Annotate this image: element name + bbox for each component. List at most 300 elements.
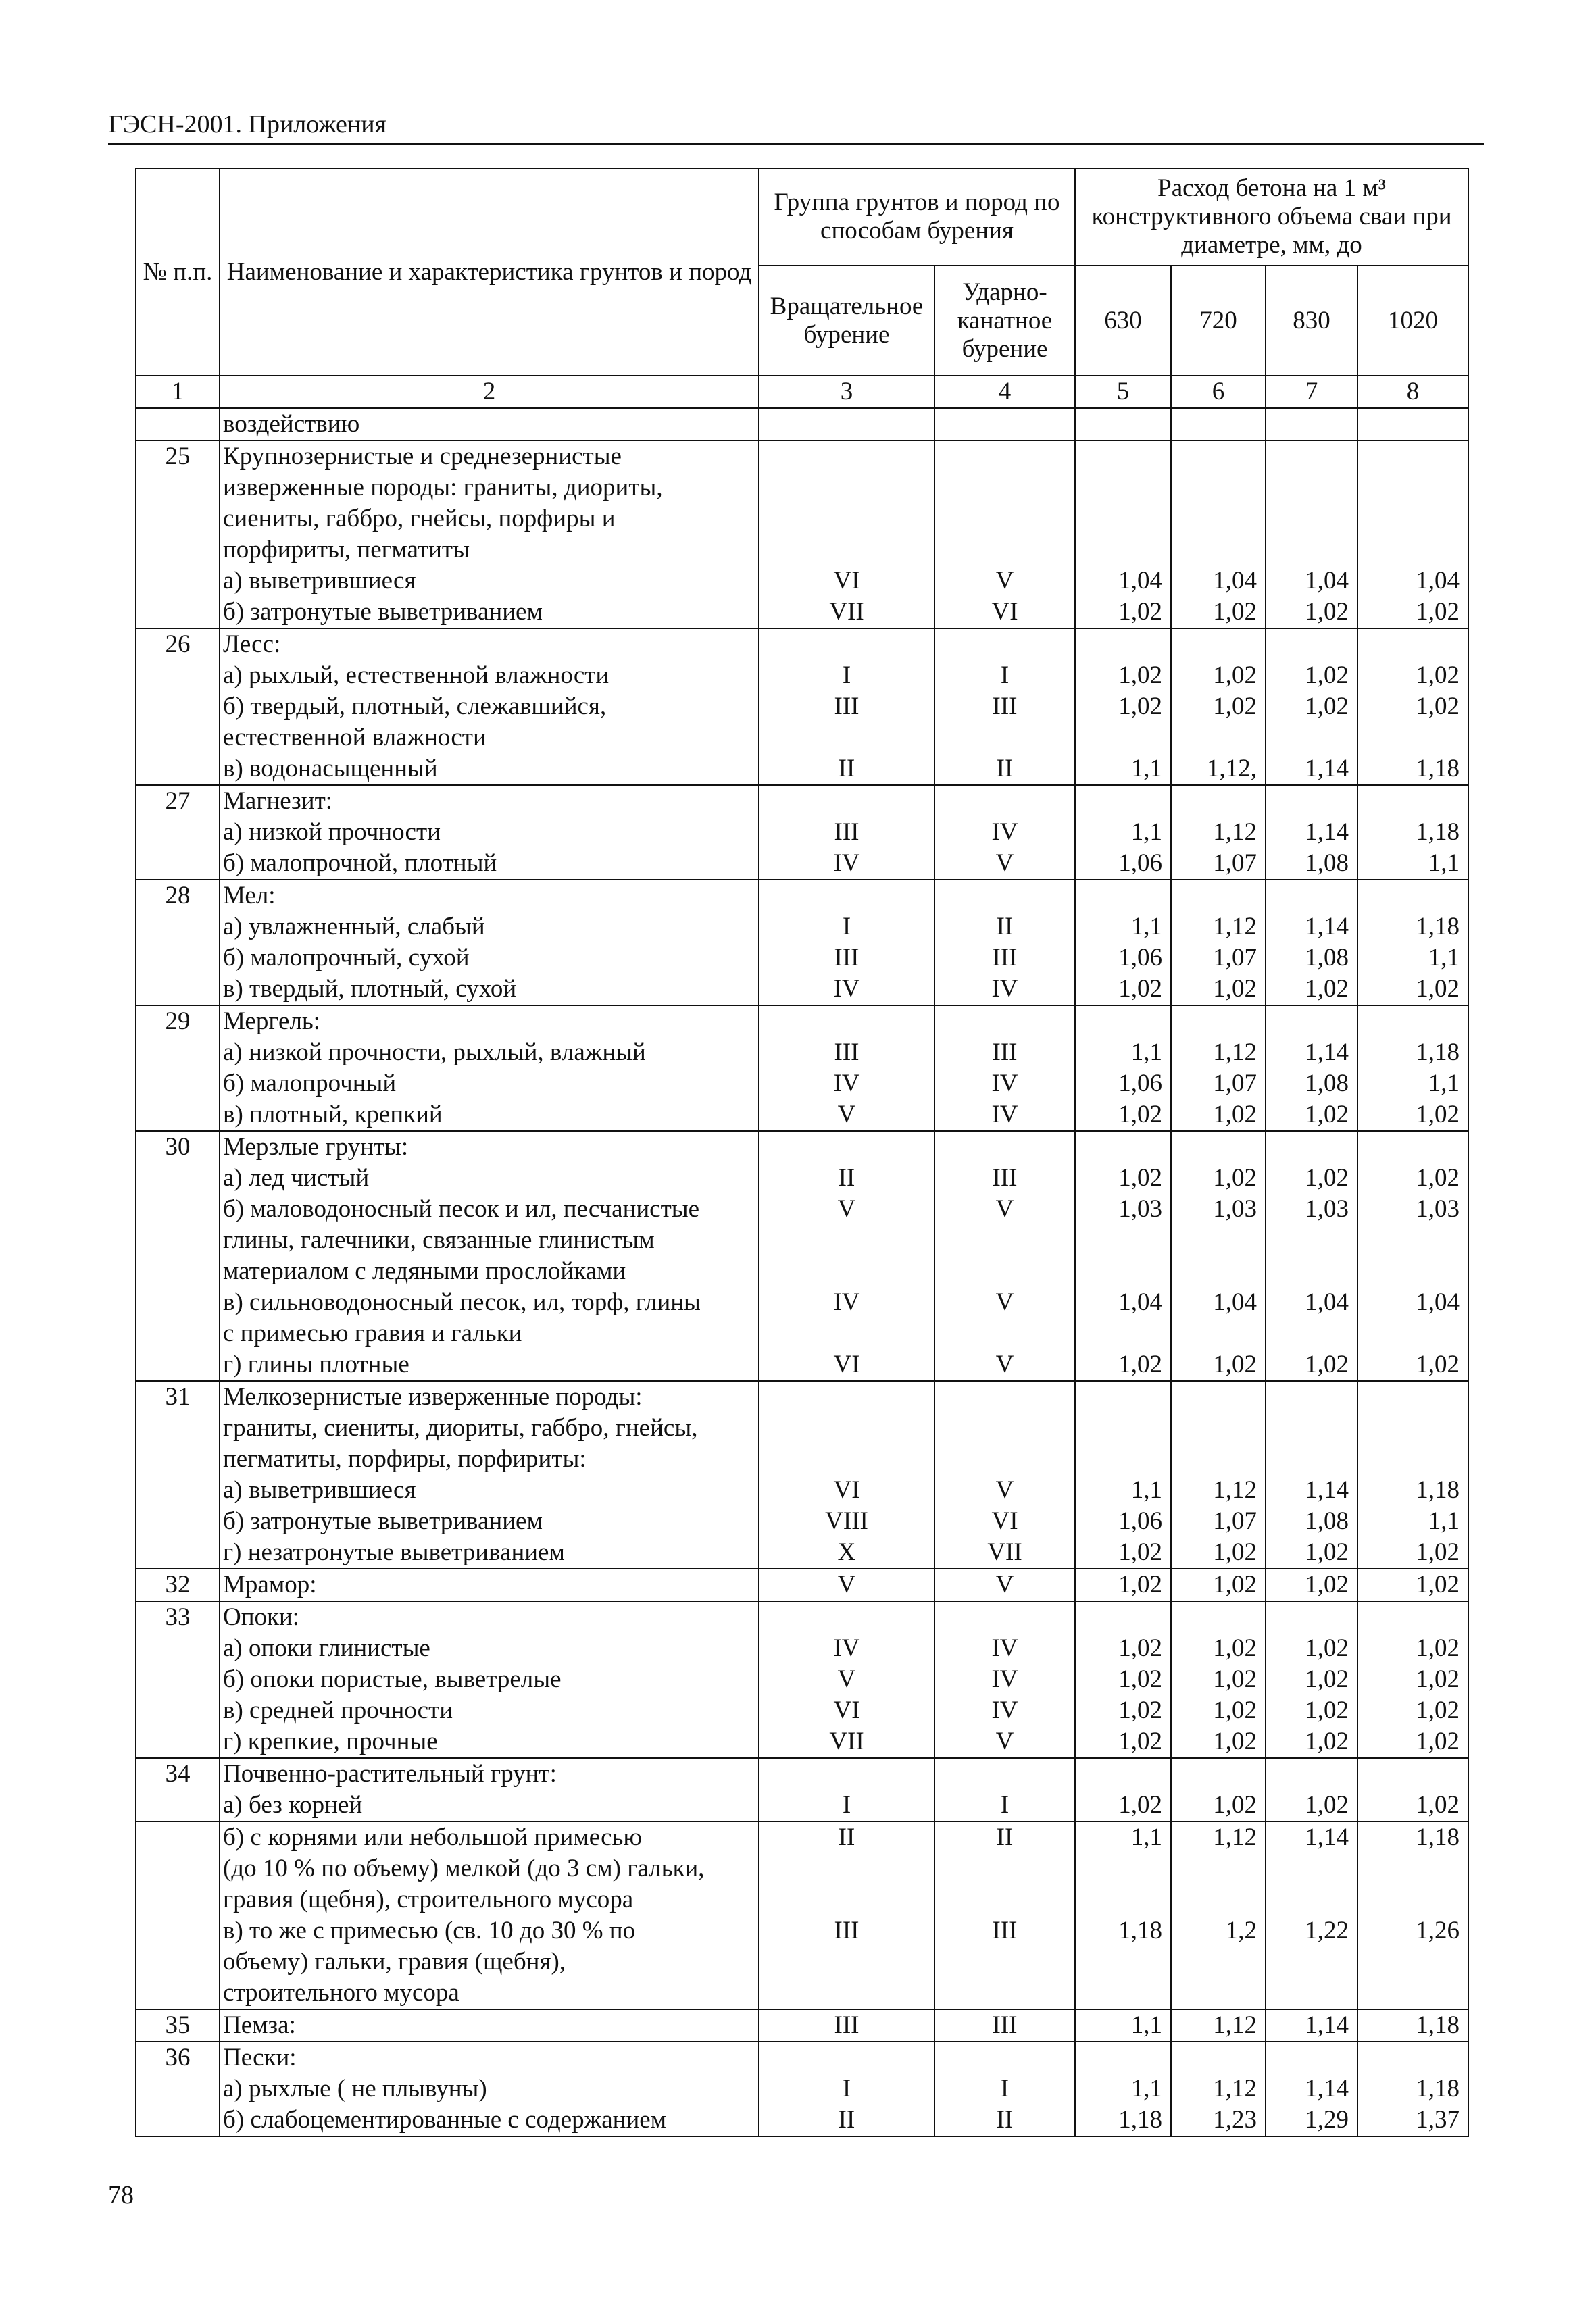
consumption-720 — [1173, 1759, 1257, 1790]
table-row — [136, 1601, 1468, 1758]
consumption-830: 1,02 — [1305, 1791, 1349, 1819]
consumption-630: 1,1 — [1130, 755, 1162, 782]
percussion-group — [937, 1602, 1073, 1633]
consumption-830 — [1268, 1978, 1349, 2009]
consumption-720 — [1173, 1444, 1257, 1475]
percussion-group-cell — [934, 1381, 1075, 1569]
consumption-830: 1,14 — [1305, 818, 1349, 846]
consumption-630 — [1077, 441, 1162, 472]
soil-name: в) средней прочности — [223, 1696, 453, 1724]
head-rotary: Вращательное бурение — [759, 266, 934, 376]
consumption-630: 1,06 — [1118, 1070, 1162, 1097]
consumption-720: 1,03 — [1213, 1195, 1257, 1223]
soil-name: (до 10 % по объему) мелкой (до 3 см) гальки, — [223, 1855, 705, 1882]
consumption-1020: 1,02 — [1416, 975, 1460, 1003]
percussion-group — [937, 534, 1073, 565]
running-header: ГЭСН-2001. Приложения — [108, 110, 387, 139]
rotary-group-cell — [759, 408, 934, 441]
soil-name: в) водонасыщенный — [223, 755, 438, 782]
head-number: № п.п. — [136, 168, 220, 376]
soil-name: г) глины плотные — [223, 1351, 409, 1378]
rotary-group-cell — [759, 1381, 934, 1569]
consumption-1020 — [1360, 1413, 1460, 1444]
consumption-830: 1,29 — [1305, 2106, 1349, 2134]
soil-name: Пемза: — [223, 2011, 296, 2039]
consumption-630: 1,02 — [1118, 1634, 1162, 1662]
row-number: 25 — [136, 441, 220, 628]
percussion-group: IV — [991, 1696, 1018, 1724]
rotary-group — [761, 722, 932, 753]
consumption-720 — [1173, 1256, 1257, 1287]
consumption-830 — [1268, 1132, 1349, 1163]
rotary-group: II — [838, 755, 855, 782]
consumption-830-cell — [1266, 2009, 1357, 2042]
rotary-group — [761, 1256, 932, 1287]
percussion-group: IV — [991, 1070, 1018, 1097]
soil-name-cell — [220, 408, 759, 441]
header-rule — [108, 143, 1484, 145]
consumption-1020: 1,18 — [1416, 818, 1460, 846]
consumption-1020: 1,02 — [1416, 1101, 1460, 1128]
rotary-group — [761, 1946, 932, 1978]
soil-name-cell — [220, 1821, 759, 2009]
consumption-630: 1,02 — [1118, 693, 1162, 720]
percussion-group: I — [1000, 2075, 1009, 2103]
consumption-630-cell — [1075, 785, 1171, 880]
consumption-720: 1,12 — [1213, 818, 1257, 846]
soil-name: пегматиты, порфиры, порфириты: — [223, 1445, 587, 1473]
consumption-1020-cell — [1357, 880, 1468, 1005]
consumption-1020: 1,18 — [1416, 2075, 1460, 2103]
col-number: 1 — [136, 376, 220, 408]
consumption-830: 1,14 — [1305, 1476, 1349, 1504]
percussion-group — [937, 1006, 1073, 1037]
soil-name: Мергель: — [223, 1007, 321, 1035]
col-number: 7 — [1266, 376, 1357, 408]
consumption-630: 1,1 — [1130, 2011, 1162, 2039]
consumption-720 — [1173, 1132, 1257, 1163]
row-number: 28 — [136, 880, 220, 1005]
soil-name-cell — [220, 1005, 759, 1131]
consumption-830: 1,14 — [1305, 2075, 1349, 2103]
percussion-group — [937, 1132, 1073, 1163]
percussion-group: IV — [991, 1634, 1018, 1662]
rotary-group: VI — [833, 567, 860, 595]
consumption-630 — [1077, 1884, 1162, 1915]
rotary-group — [761, 1884, 932, 1915]
percussion-group — [937, 503, 1073, 534]
consumption-720: 1,02 — [1213, 1538, 1257, 1566]
consumption-720: 1,12, — [1207, 755, 1257, 782]
percussion-group: III — [992, 693, 1018, 720]
consumption-1020: 1,18 — [1416, 913, 1460, 940]
consumption-1020 — [1360, 1946, 1460, 1978]
rotary-group: III — [834, 818, 859, 846]
consumption-830 — [1268, 1382, 1349, 1413]
consumption-630: 1,02 — [1118, 1665, 1162, 1693]
consumption-720: 1,02 — [1213, 1665, 1257, 1693]
consumption-720 — [1173, 409, 1257, 440]
consumption-630: 1,02 — [1118, 1101, 1162, 1128]
percussion-group-cell — [934, 1758, 1075, 1821]
consumption-1020-cell — [1357, 1381, 1468, 1569]
rotary-group: IV — [833, 975, 860, 1003]
head-name: Наименование и характеристика грунтов и пород — [220, 168, 759, 376]
consumption-630 — [1077, 1225, 1162, 1256]
rotary-group: V — [837, 1665, 856, 1693]
consumption-720: 1,12 — [1213, 1038, 1257, 1066]
consumption-1020: 1,02 — [1416, 693, 1460, 720]
consumption-1020: 1,02 — [1416, 661, 1460, 689]
consumption-830 — [1268, 1884, 1349, 1915]
percussion-group — [937, 1853, 1073, 1884]
soil-name-cell — [220, 628, 759, 785]
consumption-720: 1,02 — [1213, 693, 1257, 720]
rotary-group-cell — [759, 1758, 934, 1821]
row-number: 27 — [136, 785, 220, 880]
percussion-group — [937, 2042, 1073, 2073]
consumption-720: 1,12 — [1213, 2011, 1257, 2039]
soil-name: в) твердый, плотный, сухой — [223, 975, 517, 1003]
consumption-830-cell — [1266, 1569, 1357, 1601]
consumption-830-cell — [1266, 1601, 1357, 1758]
percussion-group: VI — [991, 1507, 1018, 1535]
rotary-group-cell — [759, 441, 934, 628]
consumption-720: 1,07 — [1213, 1070, 1257, 1097]
percussion-group — [937, 1413, 1073, 1444]
consumption-830 — [1268, 1413, 1349, 1444]
soil-name: б) твердый, плотный, слежавшийся, — [223, 693, 607, 720]
consumption-1020 — [1360, 786, 1460, 817]
soil-name: материалом с ледяными прослойками — [223, 1257, 626, 1285]
consumption-830-cell — [1266, 1758, 1357, 1821]
soil-name: Мел: — [223, 882, 276, 909]
consumption-630 — [1077, 1006, 1162, 1037]
soil-name: б) опоки пористые, выветрелые — [223, 1665, 562, 1693]
soil-name: сиениты, габбро, гнейсы, порфиры и — [223, 505, 616, 532]
consumption-720 — [1173, 441, 1257, 472]
consumption-830: 1,02 — [1305, 1101, 1349, 1128]
soil-name: б) малопрочный — [223, 1070, 397, 1097]
rotary-group — [761, 1602, 932, 1633]
consumption-830: 1,02 — [1305, 1571, 1349, 1599]
soil-name: б) малопрочной, плотный — [223, 849, 497, 877]
rotary-group — [761, 786, 932, 817]
consumption-630: 1,18 — [1118, 1917, 1162, 1944]
consumption-1020 — [1360, 1225, 1460, 1256]
consumption-830: 1,02 — [1305, 1164, 1349, 1192]
consumption-630: 1,06 — [1118, 849, 1162, 877]
rotary-group-cell — [759, 2042, 934, 2136]
consumption-720 — [1173, 1946, 1257, 1978]
consumption-720: 1,02 — [1213, 975, 1257, 1003]
percussion-group-cell — [934, 880, 1075, 1005]
consumption-1020 — [1360, 629, 1460, 660]
rotary-group: I — [842, 913, 851, 940]
consumption-1020: 1,18 — [1416, 755, 1460, 782]
percussion-group: II — [996, 913, 1014, 940]
rotary-group — [761, 1006, 932, 1037]
consumption-630-cell — [1075, 1601, 1171, 1758]
soil-name: г) незатронутые выветриванием — [223, 1538, 565, 1566]
soil-name: Пески: — [223, 2044, 297, 2071]
consumption-1020: 1,03 — [1416, 1195, 1460, 1223]
rotary-group — [761, 1853, 932, 1884]
consumption-720: 1,02 — [1213, 1571, 1257, 1599]
consumption-1020: 1,1 — [1428, 849, 1460, 877]
percussion-group-cell — [934, 1005, 1075, 1131]
col-number: 6 — [1171, 376, 1266, 408]
consumption-830: 1,14 — [1305, 2011, 1349, 2039]
rotary-group: V — [837, 1195, 856, 1223]
rotary-group: V — [837, 1571, 856, 1599]
consumption-630-cell — [1075, 2042, 1171, 2136]
rotary-group: V — [837, 1101, 856, 1128]
soil-name-cell — [220, 2009, 759, 2042]
consumption-830 — [1268, 1853, 1349, 1884]
percussion-group-cell — [934, 2009, 1075, 2042]
consumption-1020-cell — [1357, 2042, 1468, 2136]
soil-name: Мелкозернистые изверженные породы: — [223, 1383, 643, 1411]
row-number: 33 — [136, 1601, 220, 1758]
soil-name: порфириты, пегматиты — [223, 536, 470, 563]
soil-name: а) низкой прочности, рыхлый, влажный — [223, 1038, 646, 1066]
consumption-830: 1,14 — [1305, 755, 1349, 782]
percussion-group: II — [996, 1823, 1014, 1851]
consumption-630 — [1077, 880, 1162, 911]
consumption-720 — [1173, 503, 1257, 534]
soil-name-cell — [220, 1381, 759, 1569]
consumption-630 — [1077, 1853, 1162, 1884]
rotary-group: VI — [833, 1351, 860, 1378]
soil-name: строительного мусора — [223, 1979, 459, 2007]
percussion-group: II — [996, 755, 1014, 782]
consumption-1020: 1,1 — [1428, 1507, 1460, 1535]
consumption-1020-cell — [1357, 1601, 1468, 1758]
consumption-630-cell — [1075, 1821, 1171, 2009]
consumption-1020 — [1360, 2042, 1460, 2073]
col-number: 3 — [759, 376, 934, 408]
rotary-group — [761, 1382, 932, 1413]
soil-name: б) затронутые выветриванием — [223, 1507, 543, 1535]
head-d830: 830 — [1266, 266, 1357, 376]
head-percussion: Ударно-канатное бурение — [934, 266, 1075, 376]
consumption-830: 1,08 — [1305, 1507, 1349, 1535]
rotary-group — [761, 1132, 932, 1163]
consumption-720 — [1173, 472, 1257, 503]
consumption-830-cell — [1266, 441, 1357, 628]
soil-name: воздействию — [223, 410, 360, 438]
percussion-group — [937, 1382, 1073, 1413]
rotary-group: X — [837, 1538, 856, 1566]
soil-table — [135, 168, 1469, 2137]
consumption-630: 1,02 — [1118, 598, 1162, 626]
consumption-630: 1,02 — [1118, 1351, 1162, 1378]
col-number: 2 — [220, 376, 759, 408]
rotary-group: IV — [833, 1634, 860, 1662]
consumption-720-cell — [1171, 2009, 1266, 2042]
consumption-830-cell — [1266, 880, 1357, 1005]
consumption-830: 1,04 — [1305, 1288, 1349, 1316]
consumption-720: 1,02 — [1213, 1101, 1257, 1128]
table-row — [136, 1131, 1468, 1381]
consumption-1020 — [1360, 534, 1460, 565]
soil-name-cell — [220, 1131, 759, 1381]
consumption-1020 — [1360, 722, 1460, 753]
consumption-830 — [1268, 786, 1349, 817]
consumption-630: 1,02 — [1118, 1571, 1162, 1599]
consumption-720 — [1173, 629, 1257, 660]
consumption-830-cell — [1266, 408, 1357, 441]
consumption-720 — [1173, 1413, 1257, 1444]
consumption-630-cell — [1075, 1381, 1171, 1569]
row-number: 32 — [136, 1569, 220, 1601]
soil-name: б) слабоцементированные с содержанием — [223, 2106, 667, 2134]
consumption-830: 1,02 — [1305, 1351, 1349, 1378]
row-number: 35 — [136, 2009, 220, 2042]
consumption-1020-cell — [1357, 441, 1468, 628]
consumption-720: 1,07 — [1213, 944, 1257, 972]
consumption-720 — [1173, 880, 1257, 911]
rotary-group: VII — [829, 1728, 864, 1755]
consumption-830: 1,02 — [1305, 661, 1349, 689]
percussion-group: V — [995, 1476, 1014, 1504]
consumption-830 — [1268, 629, 1349, 660]
soil-name: Опоки: — [223, 1603, 300, 1631]
percussion-group: V — [995, 567, 1014, 595]
consumption-720: 1,02 — [1213, 1696, 1257, 1724]
soil-name: Магнезит: — [223, 787, 333, 815]
soil-name-cell — [220, 1601, 759, 1758]
percussion-group — [937, 1978, 1073, 2009]
consumption-830: 1,02 — [1305, 1696, 1349, 1724]
consumption-720: 1,04 — [1213, 567, 1257, 595]
consumption-1020 — [1360, 472, 1460, 503]
rotary-group-cell — [759, 2009, 934, 2042]
rotary-group — [761, 1759, 932, 1790]
col-number: 5 — [1075, 376, 1171, 408]
soil-name: в) то же с примесью (св. 10 до 30 % по — [223, 1917, 636, 1944]
consumption-630-cell — [1075, 408, 1171, 441]
rotary-group: I — [842, 2075, 851, 2103]
rotary-group: VII — [829, 598, 864, 626]
percussion-group: IV — [991, 1665, 1018, 1693]
consumption-720: 1,07 — [1213, 849, 1257, 877]
consumption-630 — [1077, 1132, 1162, 1163]
rotary-group: IV — [833, 1070, 860, 1097]
consumption-830: 1,02 — [1305, 1634, 1349, 1662]
consumption-1020 — [1360, 503, 1460, 534]
consumption-630: 1,04 — [1118, 1288, 1162, 1316]
consumption-1020: 1,02 — [1416, 598, 1460, 626]
head-d720: 720 — [1171, 266, 1266, 376]
consumption-720: 1,23 — [1213, 2106, 1257, 2134]
consumption-830 — [1268, 1759, 1349, 1790]
soil-name-cell — [220, 1569, 759, 1601]
consumption-720-cell — [1171, 628, 1266, 785]
rotary-group — [761, 1978, 932, 2009]
rotary-group: I — [842, 1791, 851, 1819]
soil-name: а) увлажненный, слабый — [223, 913, 485, 940]
consumption-1020 — [1360, 1759, 1460, 1790]
consumption-630: 1,06 — [1118, 1507, 1162, 1535]
consumption-1020: 1,02 — [1416, 1538, 1460, 1566]
consumption-630: 1,18 — [1118, 2106, 1162, 2134]
soil-name-cell — [220, 441, 759, 628]
soil-name: б) с корнями или небольшой примесью — [223, 1823, 643, 1851]
consumption-830 — [1268, 2042, 1349, 2073]
consumption-1020: 1,02 — [1416, 1665, 1460, 1693]
consumption-630 — [1077, 503, 1162, 534]
table-body — [136, 408, 1468, 2136]
consumption-830 — [1268, 1444, 1349, 1475]
rotary-group: II — [838, 2106, 855, 2134]
table-row — [136, 2042, 1468, 2136]
rotary-group-cell — [759, 1821, 934, 2009]
consumption-830 — [1268, 409, 1349, 440]
consumption-830 — [1268, 1256, 1349, 1287]
consumption-630 — [1077, 722, 1162, 753]
consumption-630: 1,06 — [1118, 944, 1162, 972]
percussion-group: III — [992, 1164, 1018, 1192]
soil-name-cell — [220, 1758, 759, 1821]
consumption-830: 1,08 — [1305, 944, 1349, 972]
consumption-830: 1,02 — [1305, 693, 1349, 720]
consumption-630-cell — [1075, 441, 1171, 628]
rotary-group — [761, 1318, 932, 1349]
row-number — [136, 408, 220, 441]
consumption-1020: 1,04 — [1416, 567, 1460, 595]
soil-name: Мерзлые грунты: — [223, 1133, 409, 1161]
table-row — [136, 1821, 1468, 2009]
consumption-1020-cell — [1357, 1758, 1468, 1821]
consumption-630 — [1077, 1256, 1162, 1287]
consumption-830-cell — [1266, 628, 1357, 785]
percussion-group: V — [995, 849, 1014, 877]
consumption-830 — [1268, 441, 1349, 472]
consumption-720: 1,12 — [1213, 1823, 1257, 1851]
rotary-group — [761, 1444, 932, 1475]
consumption-630: 1,02 — [1118, 1538, 1162, 1566]
consumption-720: 1,02 — [1213, 1351, 1257, 1378]
rotary-group: II — [838, 1823, 855, 1851]
row-number — [136, 1821, 220, 2009]
consumption-720: 1,12 — [1213, 1476, 1257, 1504]
row-number: 36 — [136, 2042, 220, 2136]
percussion-group — [937, 786, 1073, 817]
consumption-630-cell — [1075, 1005, 1171, 1131]
rotary-group: III — [834, 2011, 859, 2039]
rotary-group-cell — [759, 1131, 934, 1381]
soil-name: г) крепкие, прочные — [223, 1728, 438, 1755]
consumption-1020 — [1360, 1602, 1460, 1633]
table-head — [136, 168, 1468, 408]
table-row — [136, 628, 1468, 785]
consumption-1020: 1,1 — [1428, 1070, 1460, 1097]
soil-name: в) плотный, крепкий — [223, 1101, 443, 1128]
consumption-1020: 1,37 — [1416, 2106, 1460, 2134]
rotary-group-cell — [759, 1569, 934, 1601]
consumption-630 — [1077, 1602, 1162, 1633]
soil-name: изверженные породы: граниты, диориты, — [223, 474, 663, 501]
consumption-830 — [1268, 1006, 1349, 1037]
row-number: 30 — [136, 1131, 220, 1381]
consumption-1020-cell — [1357, 1005, 1468, 1131]
consumption-830: 1,14 — [1305, 913, 1349, 940]
consumption-1020 — [1360, 880, 1460, 911]
consumption-720 — [1173, 1602, 1257, 1633]
table-row — [136, 2009, 1468, 2042]
